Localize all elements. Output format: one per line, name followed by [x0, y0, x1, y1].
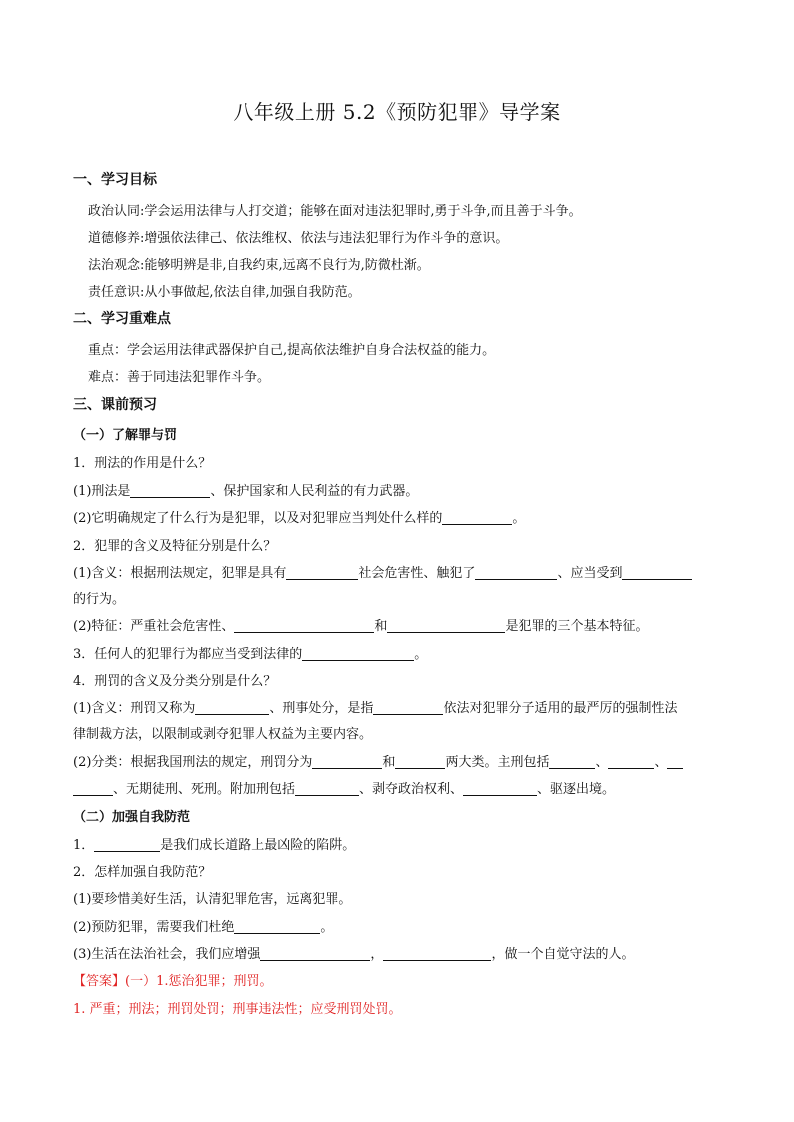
question-1b: (2)它明确规定了什么行为是犯罪，以及对犯罪应当判处什么样的 。	[73, 511, 526, 526]
answer-label: 【答案】	[73, 974, 126, 989]
question-r1: 1． 是我们成长道路上最凶险的陷阱。	[73, 838, 356, 853]
question-1a: (1)刑法是 、保护国家和人民利益的有力武器。	[73, 484, 419, 499]
answer-blank[interactable]	[475, 565, 557, 580]
answer-blank[interactable]	[622, 565, 692, 580]
answer-blank[interactable]	[94, 837, 160, 852]
section-heading-keypoints: 二、学习重难点	[73, 311, 171, 327]
answer-blank[interactable]	[302, 646, 414, 661]
answer-blank[interactable]	[195, 700, 269, 715]
question-2a: (1)含义：根据刑法规定，犯罪是具有 社会危害性、触犯了 、应当受到	[73, 562, 692, 581]
answer-line-2: 1. 严重；刑法；刑罚处罚；刑事违法性；应受刑罚处罚。	[73, 1002, 402, 1017]
question-4b: (2)分类：根据我国刑法的规定，刑罚分为 和 两大类。主刑包括 、 、	[73, 751, 683, 770]
answer-blank[interactable]	[312, 754, 382, 769]
answer-blank[interactable]	[463, 781, 537, 796]
answer-blank[interactable]	[295, 781, 359, 796]
group-heading-self-protection: （二）加强自我防范	[73, 810, 191, 825]
answer-blank[interactable]	[608, 754, 654, 769]
question-3: 3．任何人的犯罪行为都应当受到法律的 。	[73, 647, 428, 662]
keypoint-focus: 重点：学会运用法律武器保护自己,提高依法维护自身合法权益的能力。	[88, 343, 496, 358]
keypoint-difficulty: 难点：善于同违法犯罪作斗争。	[88, 370, 271, 385]
question-2a-cont: 的行为。	[73, 592, 126, 607]
section-heading-goals: 一、学习目标	[73, 172, 157, 188]
answer-blank[interactable]	[395, 754, 445, 769]
question-1: 1．刑法的作用是什么？	[73, 456, 212, 471]
question-4a-cont: 律制裁方法，以限制或剥夺犯罪人权益为主要内容。	[73, 727, 373, 742]
goal-political: 政治认同:学会运用法律与人打交道；能够在面对违法犯罪时,勇于斗争,而且善于斗争。	[88, 204, 582, 219]
answer-blank[interactable]	[260, 946, 370, 961]
answer-line-1: 【答案】(一）1.惩治犯罪；刑罚。	[73, 974, 273, 989]
question-r2c: (3)生活在法治社会，我们应增强 ， ，做一个自觉守法的人。	[73, 947, 635, 962]
answer-blank[interactable]	[373, 700, 443, 715]
answer-blank[interactable]	[442, 510, 512, 525]
answer-blank[interactable]	[130, 483, 210, 498]
group-heading-crime-punishment: （一）了解罪与罚	[73, 428, 178, 443]
page-title: 八年级上册 5.2《预防犯罪》导学案	[233, 100, 561, 124]
answer-blank[interactable]	[383, 946, 491, 961]
question-4b-cont: 、无期徒刑、死刑。附加刑包括 、剥夺政治权利、 、驱逐出境。	[73, 778, 615, 797]
goal-moral: 道德修养:增强依法律己、依法维权、依法与违法犯罪行为作斗争的意识。	[88, 231, 509, 246]
question-r2: 2．怎样加强自我防范？	[73, 865, 212, 880]
answer-blank[interactable]	[234, 919, 320, 934]
answer-blank[interactable]	[549, 754, 595, 769]
answer-blank[interactable]	[234, 618, 374, 633]
question-r2a: (1)要珍惜美好生活，认清犯罪危害，远离犯罪。	[73, 892, 352, 907]
question-4a: (1)含义：刑罚又称为 、刑事处分，是指 依法对犯罪分子适用的最严厉的强制性法	[73, 701, 678, 716]
question-2: 2．犯罪的含义及特征分别是什么？	[73, 539, 277, 554]
question-2b: (2)特征：严重社会危害性、 和 是犯罪的三个基本特征。	[73, 619, 649, 634]
answer-blank[interactable]	[73, 781, 113, 796]
answer-blank[interactable]	[667, 754, 683, 769]
goal-law: 法治观念:能够明辨是非,自我约束,远离不良行为,防微杜渐。	[88, 258, 430, 273]
question-4: 4．刑罚的含义及分类分别是什么？	[73, 674, 277, 689]
section-heading-preview: 三、课前预习	[73, 397, 157, 413]
answer-blank[interactable]	[286, 565, 358, 580]
goal-responsibility: 责任意识:从小事做起,依法自律,加强自我防范。	[88, 285, 361, 300]
question-r2b: (2)预防犯罪，需要我们杜绝 。	[73, 920, 334, 935]
answer-blank[interactable]	[387, 618, 505, 633]
